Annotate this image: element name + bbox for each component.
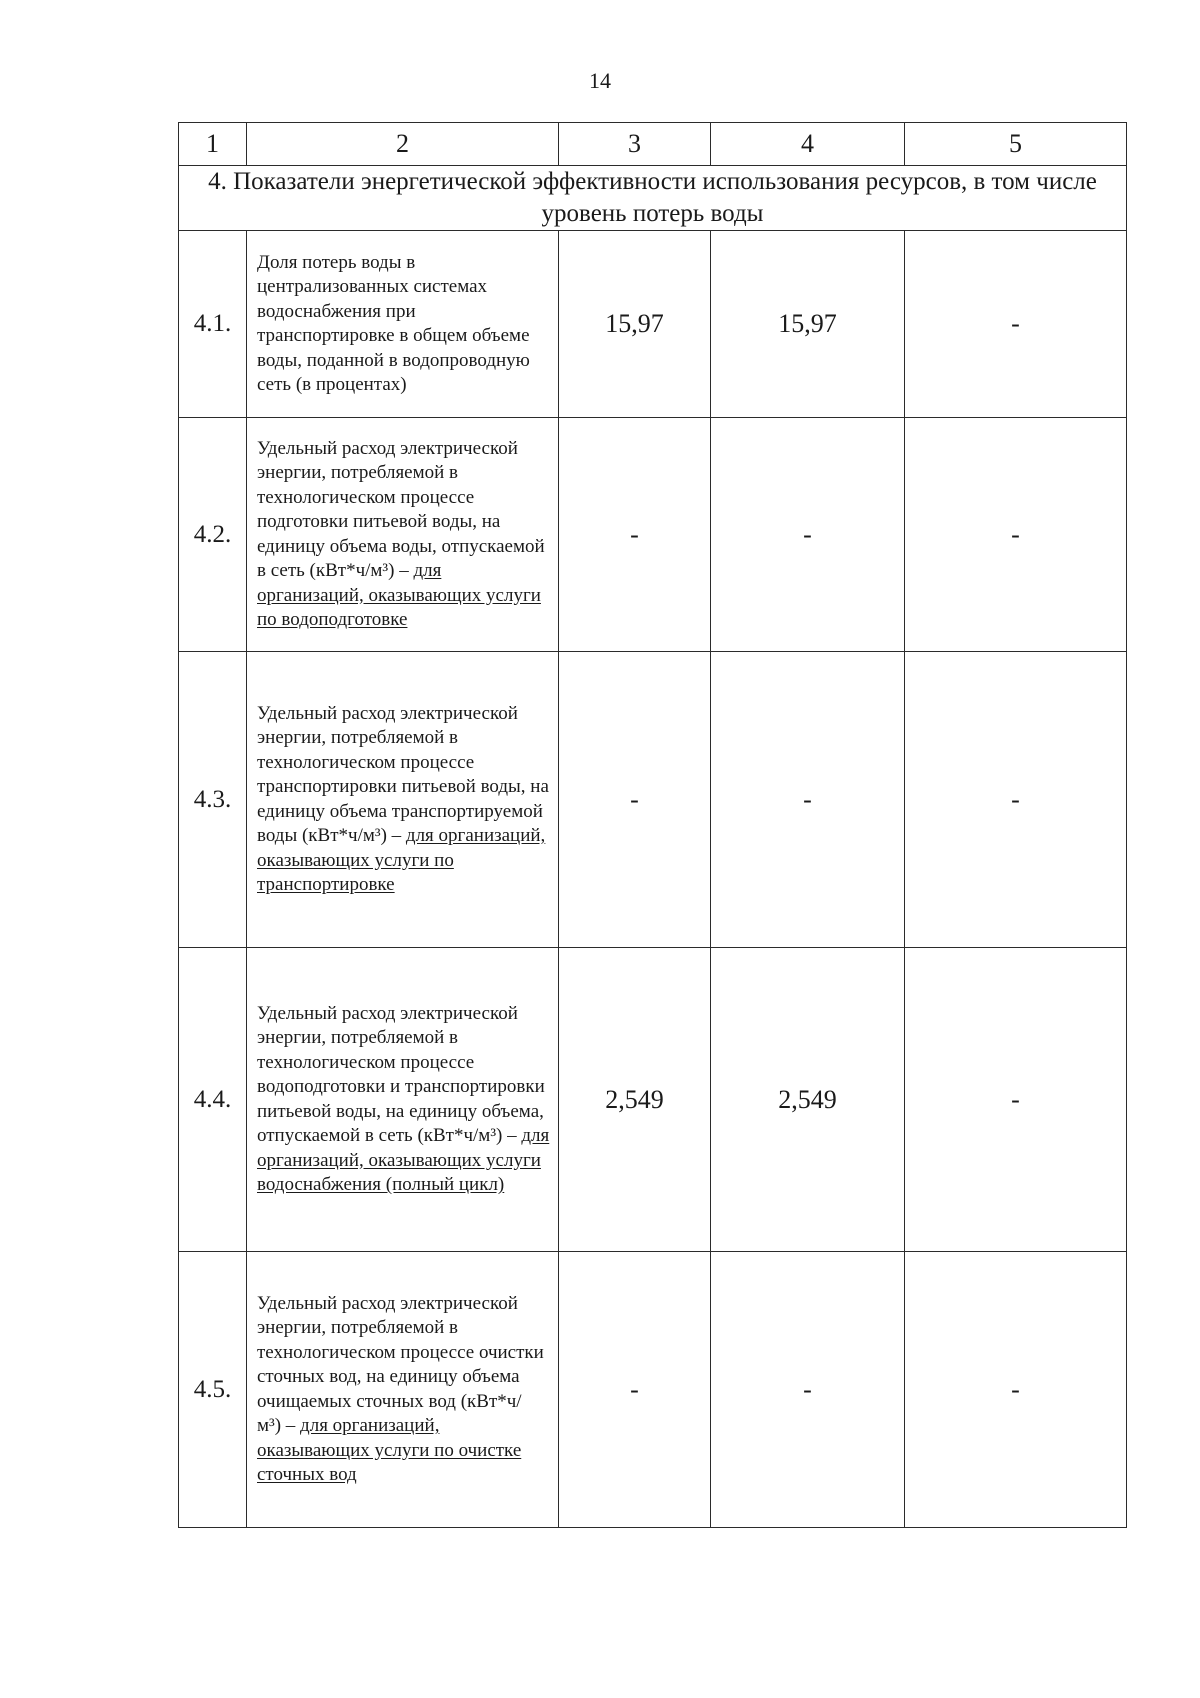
section-row	[179, 166, 1127, 231]
description-text: Удельный расход электрической энергии, потребляемой в технологическом процессе подготовки питьевой воды, на единицу объема воды, отпускаемой в сеть (кВт*ч/м³) –	[257, 437, 545, 581]
value-col4: -	[711, 652, 905, 948]
description-text: Удельный расход электрической энергии, потребляемой в технологическом процессе очистки сточных вод, на единицу объема очищаемых сточных вод (кВт*ч/ м³) –	[257, 1292, 544, 1436]
value-col3: 2,549	[559, 948, 711, 1252]
row-description	[247, 948, 559, 1252]
description-underlined: для организаций, оказывающих услуги по транспортировке	[257, 825, 546, 895]
value-col5: -	[905, 652, 1127, 948]
row-description	[247, 418, 559, 652]
table-row	[179, 652, 1127, 948]
column-header: 2	[247, 123, 559, 166]
description-text: Удельный расход электрической энергии, потребляемой в технологическом процессе водоподготовки и транспортировки питьевой воды, на единицу объема, отпускаемой в сеть (кВт*ч/м³) –	[257, 1002, 545, 1146]
description-underlined: для организаций, оказывающих услуги по водоподготовке	[257, 560, 541, 630]
section-title: 4. Показатели энергетической эффективности использования ресурсов, в том числе уровень потерь воды	[179, 166, 1127, 231]
table-row	[179, 948, 1127, 1252]
value-col4: 15,97	[711, 231, 905, 418]
row-number: 4.2.	[179, 418, 247, 652]
table-row	[179, 418, 1127, 652]
table-row	[179, 231, 1127, 418]
table-row	[179, 1252, 1127, 1528]
row-description	[247, 231, 559, 418]
description-underlined: для организаций, оказывающих услуги водоснабжения (полный цикл)	[257, 1125, 550, 1195]
description-underlined: для организаций, оказывающих услуги по очистке сточных вод	[257, 1415, 522, 1485]
description-text: Доля потерь воды в централизованных системах водоснабжения при транспортировке в общем объеме воды, поданной в водопроводную сеть (в процентах)	[257, 251, 530, 395]
row-number: 4.3.	[179, 652, 247, 948]
column-header-row	[179, 123, 1127, 166]
value-col5: -	[905, 418, 1127, 652]
value-col5: -	[905, 1252, 1127, 1528]
column-header: 4	[711, 123, 905, 166]
description-text: Удельный расход электрической энергии, потребляемой в технологическом процессе транспортировки питьевой воды, на единицу объема транспортируемой воды (кВт*ч/м³) –	[257, 702, 549, 846]
value-col4: -	[711, 1252, 905, 1528]
value-col4: -	[711, 418, 905, 652]
row-number: 4.5.	[179, 1252, 247, 1528]
value-col3: -	[559, 1252, 711, 1528]
column-header: 3	[559, 123, 711, 166]
row-description	[247, 652, 559, 948]
value-col5: -	[905, 948, 1127, 1252]
page-number: 14	[589, 68, 611, 93]
column-header: 5	[905, 123, 1127, 166]
value-col3: -	[559, 652, 711, 948]
row-description	[247, 1252, 559, 1528]
row-number: 4.4.	[179, 948, 247, 1252]
value-col4: 2,549	[711, 948, 905, 1252]
value-col3: 15,97	[559, 231, 711, 418]
column-header: 1	[179, 123, 247, 166]
indicators-table	[178, 122, 1127, 1528]
row-number: 4.1.	[179, 231, 247, 418]
value-col3: -	[559, 418, 711, 652]
value-col5: -	[905, 231, 1127, 418]
